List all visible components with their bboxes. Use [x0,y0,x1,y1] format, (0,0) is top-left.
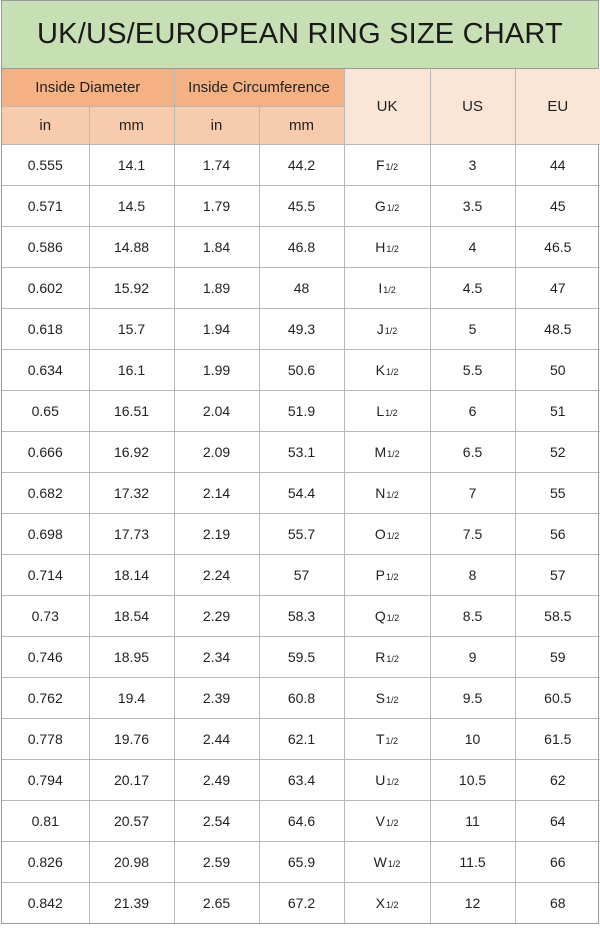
cell-diameter-in: 0.698 [2,513,89,554]
cell-uk [344,267,430,308]
cell-circumference-in: 2.54 [174,800,259,841]
cell-eu: 61.5 [515,718,600,759]
cell-us: 9 [430,636,515,677]
uk-size-fraction: 1/2 [383,284,396,295]
cell-diameter-in: 0.842 [2,882,89,923]
uk-size-fraction: 1/2 [385,407,398,418]
cell-eu: 52 [515,431,600,472]
cell-uk [344,390,430,431]
cell-diameter-mm: 21.39 [89,882,174,923]
cell-us: 4 [430,226,515,267]
table-row [2,308,600,349]
uk-size-letter: H [375,238,386,255]
uk-size-letter: P [375,566,385,583]
cell-circumference-in: 2.24 [174,554,259,595]
cell-circumference-in: 2.44 [174,718,259,759]
cell-eu: 62 [515,759,600,800]
cell-us: 10 [430,718,515,759]
table-row [2,759,600,800]
cell-circumference-in: 2.09 [174,431,259,472]
header-inside-circumference: Inside Circumference [174,69,344,106]
cell-eu: 59 [515,636,600,677]
cell-circumference-mm: 45.5 [259,185,344,226]
cell-circumference-in: 2.29 [174,595,259,636]
uk-size-fraction: 1/2 [386,243,399,254]
uk-size-fraction: 1/2 [385,366,399,377]
cell-diameter-in: 0.794 [2,759,89,800]
chart-title: UK/US/EUROPEAN RING SIZE CHART [2,1,598,69]
cell-circumference-mm: 60.8 [259,677,344,718]
cell-eu: 50 [515,349,600,390]
cell-diameter-mm: 17.73 [89,513,174,554]
cell-diameter-mm: 16.92 [89,431,174,472]
cell-uk [344,759,430,800]
cell-diameter-in: 0.666 [2,431,89,472]
cell-circumference-in: 1.89 [174,267,259,308]
cell-eu: 57 [515,554,600,595]
cell-diameter-in: 0.586 [2,226,89,267]
cell-diameter-mm: 15.92 [89,267,174,308]
table-row [2,185,600,226]
cell-diameter-in: 0.746 [2,636,89,677]
cell-uk [344,513,430,554]
header-diameter-mm: mm [89,106,174,144]
cell-circumference-mm: 46.8 [259,226,344,267]
table-row [2,882,600,923]
table-row [2,472,600,513]
ring-size-table [2,69,600,923]
uk-size-fraction: 1/2 [386,530,400,541]
header-diameter-in: in [2,106,89,144]
cell-uk [344,595,430,636]
cell-us: 3 [430,144,515,185]
table-row [2,636,600,677]
cell-us: 7 [430,472,515,513]
cell-circumference-mm: 54.4 [259,472,344,513]
cell-us: 5.5 [430,349,515,390]
uk-size-letter: M [374,443,387,460]
uk-size-fraction: 1/2 [385,694,399,705]
table-row [2,677,600,718]
uk-size-fraction: 1/2 [386,202,400,213]
cell-circumference-mm: 49.3 [259,308,344,349]
cell-circumference-mm: 65.9 [259,841,344,882]
cell-us: 8 [430,554,515,595]
cell-circumference-in: 2.39 [174,677,259,718]
table-row [2,349,600,390]
uk-size-letter: R [375,648,386,665]
cell-diameter-mm: 14.5 [89,185,174,226]
cell-diameter-mm: 20.57 [89,800,174,841]
cell-circumference-in: 2.49 [174,759,259,800]
cell-eu: 66 [515,841,600,882]
cell-eu: 55 [515,472,600,513]
cell-uk [344,718,430,759]
header-circumference-mm: mm [259,106,344,144]
cell-diameter-in: 0.778 [2,718,89,759]
uk-size-letter: Q [374,607,386,624]
cell-circumference-mm: 59.5 [259,636,344,677]
cell-circumference-in: 2.14 [174,472,259,513]
cell-diameter-in: 0.555 [2,144,89,185]
cell-diameter-mm: 20.17 [89,759,174,800]
cell-us: 8.5 [430,595,515,636]
cell-uk [344,841,430,882]
uk-size-letter: O [374,525,386,542]
table-body [2,144,600,923]
header-us: US [430,69,515,144]
cell-circumference-mm: 62.1 [259,718,344,759]
cell-circumference-mm: 67.2 [259,882,344,923]
table-row [2,267,600,308]
uk-size-letter: V [375,812,385,829]
cell-uk [344,308,430,349]
cell-circumference-mm: 50.6 [259,349,344,390]
uk-size-fraction: 1/2 [385,899,399,910]
uk-size-letter: J [376,320,384,337]
cell-circumference-mm: 48 [259,267,344,308]
cell-eu: 47 [515,267,600,308]
uk-size-fraction: 1/2 [387,858,401,869]
uk-size-fraction: 1/2 [385,161,399,172]
cell-diameter-in: 0.65 [2,390,89,431]
cell-diameter-in: 0.682 [2,472,89,513]
uk-size-letter: W [373,853,387,870]
uk-size-letter: I [378,279,383,296]
header-uk: UK [344,69,430,144]
table-row [2,554,600,595]
uk-size-letter: F [375,156,385,173]
cell-diameter-mm: 15.7 [89,308,174,349]
cell-us: 11.5 [430,841,515,882]
cell-us: 5 [430,308,515,349]
cell-circumference-mm: 44.2 [259,144,344,185]
table-row [2,595,600,636]
cell-circumference-mm: 53.1 [259,431,344,472]
cell-us: 11 [430,800,515,841]
cell-diameter-mm: 18.54 [89,595,174,636]
cell-uk [344,472,430,513]
cell-uk [344,636,430,677]
table-row [2,800,600,841]
uk-size-letter: L [376,402,385,419]
ring-size-chart [1,0,599,924]
cell-eu: 44 [515,144,600,185]
cell-uk [344,349,430,390]
uk-size-letter: T [375,730,385,747]
uk-size-letter: X [375,894,385,911]
uk-size-fraction: 1/2 [384,325,398,336]
cell-diameter-in: 0.618 [2,308,89,349]
cell-diameter-in: 0.571 [2,185,89,226]
cell-uk [344,554,430,595]
cell-circumference-in: 1.84 [174,226,259,267]
uk-size-fraction: 1/2 [387,448,400,459]
cell-diameter-in: 0.73 [2,595,89,636]
cell-circumference-in: 1.74 [174,144,259,185]
header-inside-diameter: Inside Diameter [2,69,174,106]
cell-us: 7.5 [430,513,515,554]
uk-size-letter: N [375,484,386,501]
table-row [2,841,600,882]
cell-diameter-mm: 20.98 [89,841,174,882]
cell-circumference-in: 2.04 [174,390,259,431]
cell-uk [344,882,430,923]
cell-diameter-mm: 18.14 [89,554,174,595]
cell-diameter-in: 0.762 [2,677,89,718]
cell-circumference-in: 1.94 [174,308,259,349]
cell-eu: 45 [515,185,600,226]
cell-circumference-mm: 55.7 [259,513,344,554]
uk-size-fraction: 1/2 [385,571,399,582]
cell-diameter-mm: 16.51 [89,390,174,431]
cell-diameter-mm: 18.95 [89,636,174,677]
cell-diameter-mm: 14.88 [89,226,174,267]
cell-circumference-mm: 51.9 [259,390,344,431]
cell-circumference-mm: 64.6 [259,800,344,841]
cell-diameter-in: 0.602 [2,267,89,308]
uk-size-letter: G [374,197,386,214]
cell-uk [344,226,430,267]
cell-us: 9.5 [430,677,515,718]
table-row [2,718,600,759]
cell-diameter-in: 0.714 [2,554,89,595]
cell-eu: 58.5 [515,595,600,636]
cell-diameter-mm: 16.1 [89,349,174,390]
cell-diameter-mm: 19.4 [89,677,174,718]
uk-size-fraction: 1/2 [386,612,400,623]
cell-circumference-mm: 57 [259,554,344,595]
uk-size-fraction: 1/2 [385,735,399,746]
cell-us: 4.5 [430,267,515,308]
header-eu: EU [515,69,600,144]
cell-uk [344,677,430,718]
cell-circumference-in: 1.79 [174,185,259,226]
cell-circumference-in: 1.99 [174,349,259,390]
cell-uk [344,185,430,226]
cell-uk [344,144,430,185]
cell-diameter-in: 0.634 [2,349,89,390]
table-row [2,390,600,431]
cell-eu: 48.5 [515,308,600,349]
cell-circumference-mm: 63.4 [259,759,344,800]
cell-circumference-in: 2.59 [174,841,259,882]
uk-size-letter: S [375,689,385,706]
cell-diameter-mm: 19.76 [89,718,174,759]
uk-size-letter: K [375,361,385,378]
uk-size-letter: U [375,771,386,788]
cell-us: 10.5 [430,759,515,800]
cell-eu: 60.5 [515,677,600,718]
cell-diameter-in: 0.81 [2,800,89,841]
cell-us: 12 [430,882,515,923]
cell-circumference-in: 2.65 [174,882,259,923]
cell-uk [344,431,430,472]
cell-eu: 64 [515,800,600,841]
cell-us: 6.5 [430,431,515,472]
cell-circumference-mm: 58.3 [259,595,344,636]
cell-us: 6 [430,390,515,431]
table-row [2,226,600,267]
uk-size-fraction: 1/2 [386,489,399,500]
cell-diameter-mm: 14.1 [89,144,174,185]
table-row [2,513,600,554]
uk-size-fraction: 1/2 [386,776,399,787]
table-row [2,144,600,185]
cell-eu: 51 [515,390,600,431]
uk-size-fraction: 1/2 [386,653,399,664]
header-circumference-in: in [174,106,259,144]
cell-circumference-in: 2.34 [174,636,259,677]
cell-diameter-mm: 17.32 [89,472,174,513]
cell-eu: 46.5 [515,226,600,267]
cell-diameter-in: 0.826 [2,841,89,882]
cell-eu: 56 [515,513,600,554]
uk-size-fraction: 1/2 [385,817,399,828]
cell-uk [344,800,430,841]
cell-eu: 68 [515,882,600,923]
cell-circumference-in: 2.19 [174,513,259,554]
cell-us: 3.5 [430,185,515,226]
table-row [2,431,600,472]
